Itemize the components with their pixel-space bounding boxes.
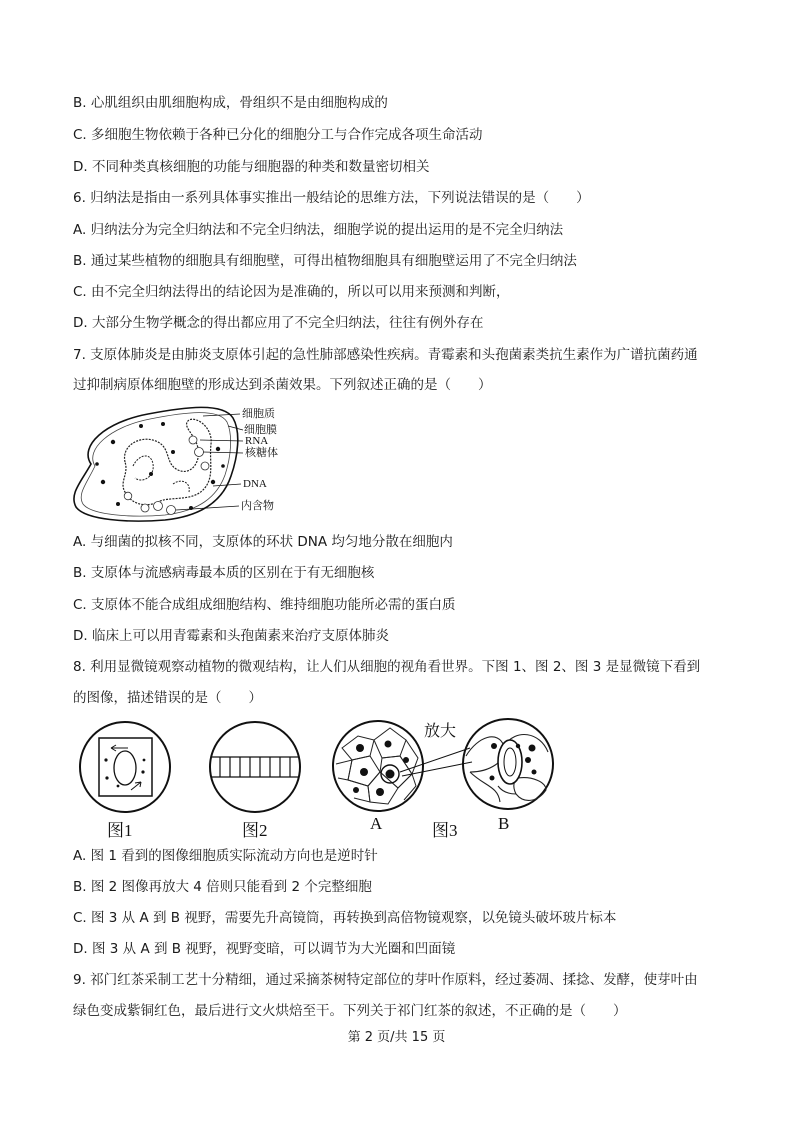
option-8a: A. 图 1 看到的图像细胞质实际流动方向也是逆时针 (73, 848, 378, 864)
option-7c: C. 支原体不能合成组成细胞结构、维持细胞功能所必需的蛋白质 (73, 597, 456, 613)
option-7b: B. 支原体与流感病毒最本质的区别在于有无细胞核 (73, 565, 375, 581)
zoom-label: 放大 (424, 723, 457, 740)
inclusions (124, 436, 209, 515)
label-ribosome: 核糖体 (245, 447, 278, 459)
option-5d: D. 不同种类真核细胞的功能与细胞器的种类和数量密切相关 (73, 159, 430, 175)
page-footer: 第 2 页/共 15 页 (347, 1030, 446, 1045)
option-6a: A. 归纳法分为完全归纳法和不完全归纳法，细胞学说的提出运用的是不完全归纳法 (73, 222, 564, 238)
option-5b: B. 心肌组织由肌细胞构成，骨组织不是由细胞构成的 (73, 95, 388, 111)
question-8-line2: 的图像，描述错误的是（ ） (73, 690, 262, 706)
dna-loop (123, 419, 211, 505)
figure-2 (203, 720, 308, 815)
option-8d: D. 图 3 从 A 到 B 视野，视野变暗，可以调节为大光圈和凹面镜 (73, 941, 456, 957)
option-7d: D. 临床上可以用青霉素和头孢菌素来治疗支原体肺炎 (73, 628, 389, 644)
option-7a: A. 与细菌的拟核不同，支原体的环状 DNA 均匀地分散在细胞内 (73, 534, 453, 550)
fig3-caption: 图3 (432, 821, 458, 840)
fig1-caption: 图1 (107, 821, 133, 840)
question-7-line1: 7. 支原体肺炎是由肺炎支原体引起的急性肺部感染性疾病。青霉素和头孢菌素类抗生素作为广谱抗菌药通 (73, 347, 698, 363)
option-6c: C. 由不完全归纳法得出的结论因为是准确的，所以可以用来预测和判断， (73, 284, 510, 300)
label-cell-membrane: 细胞膜 (244, 424, 277, 436)
option-5c: C. 多细胞生物依赖于各种已分化的细胞分工与合作完成各项生命活动 (73, 127, 483, 143)
question-9-line1: 9. 祁门红茶采制工艺十分精细，通过采摘茶树特定部位的芽叶作原料，经过萎凋、揉捻、发酵，使芽叶由 (73, 972, 698, 988)
option-6d: D. 大部分生物学概念的得出都应用了不完全归纳法，往往有例外存在 (73, 315, 484, 331)
option-8c: C. 图 3 从 A 到 B 视野，需要先升高镜筒，再转换到高倍物镜观察，以免镜头破坏玻片标本 (73, 910, 617, 926)
option-8b: B. 图 2 图像再放大 4 倍则只能看到 2 个完整细胞 (73, 879, 372, 895)
label-dna: DNA (243, 478, 267, 490)
question-6: 6. 归纳法是指由一系列具体事实推出一般结论的思维方法，下列说法错误的是（ ） (73, 190, 590, 206)
question-7-line2: 过抑制病原体细胞壁的形成达到杀菌效果。下列叙述正确的是（ ） (73, 377, 492, 393)
fig3-label-b: B (498, 814, 510, 833)
label-rna: RNA (245, 435, 269, 447)
fig3-label-a: A (370, 814, 383, 833)
figure-1 (73, 720, 178, 815)
fig2-caption: 图2 (242, 821, 268, 840)
label-cytoplasm: 细胞质 (242, 408, 275, 420)
mycoplasma-diagram (73, 404, 298, 524)
question-8-line1: 8. 利用显微镜观察动植物的微观结构，让人们从细胞的视角看世界。下图 1、图 2、图 3 是显微镜下看到 (73, 659, 701, 675)
option-6b: B. 通过某些植物的细胞具有细胞壁，可得出植物细胞具有细胞壁运用了不完全归纳法 (73, 253, 577, 269)
question-9-line2: 绿色变成紫铜红色，最后进行文火烘焙至干。下列关于祁门红茶的叙述，不正确的是（ ） (73, 1003, 627, 1019)
figure-3b (458, 716, 558, 813)
label-inclusion: 内含物 (241, 500, 274, 512)
